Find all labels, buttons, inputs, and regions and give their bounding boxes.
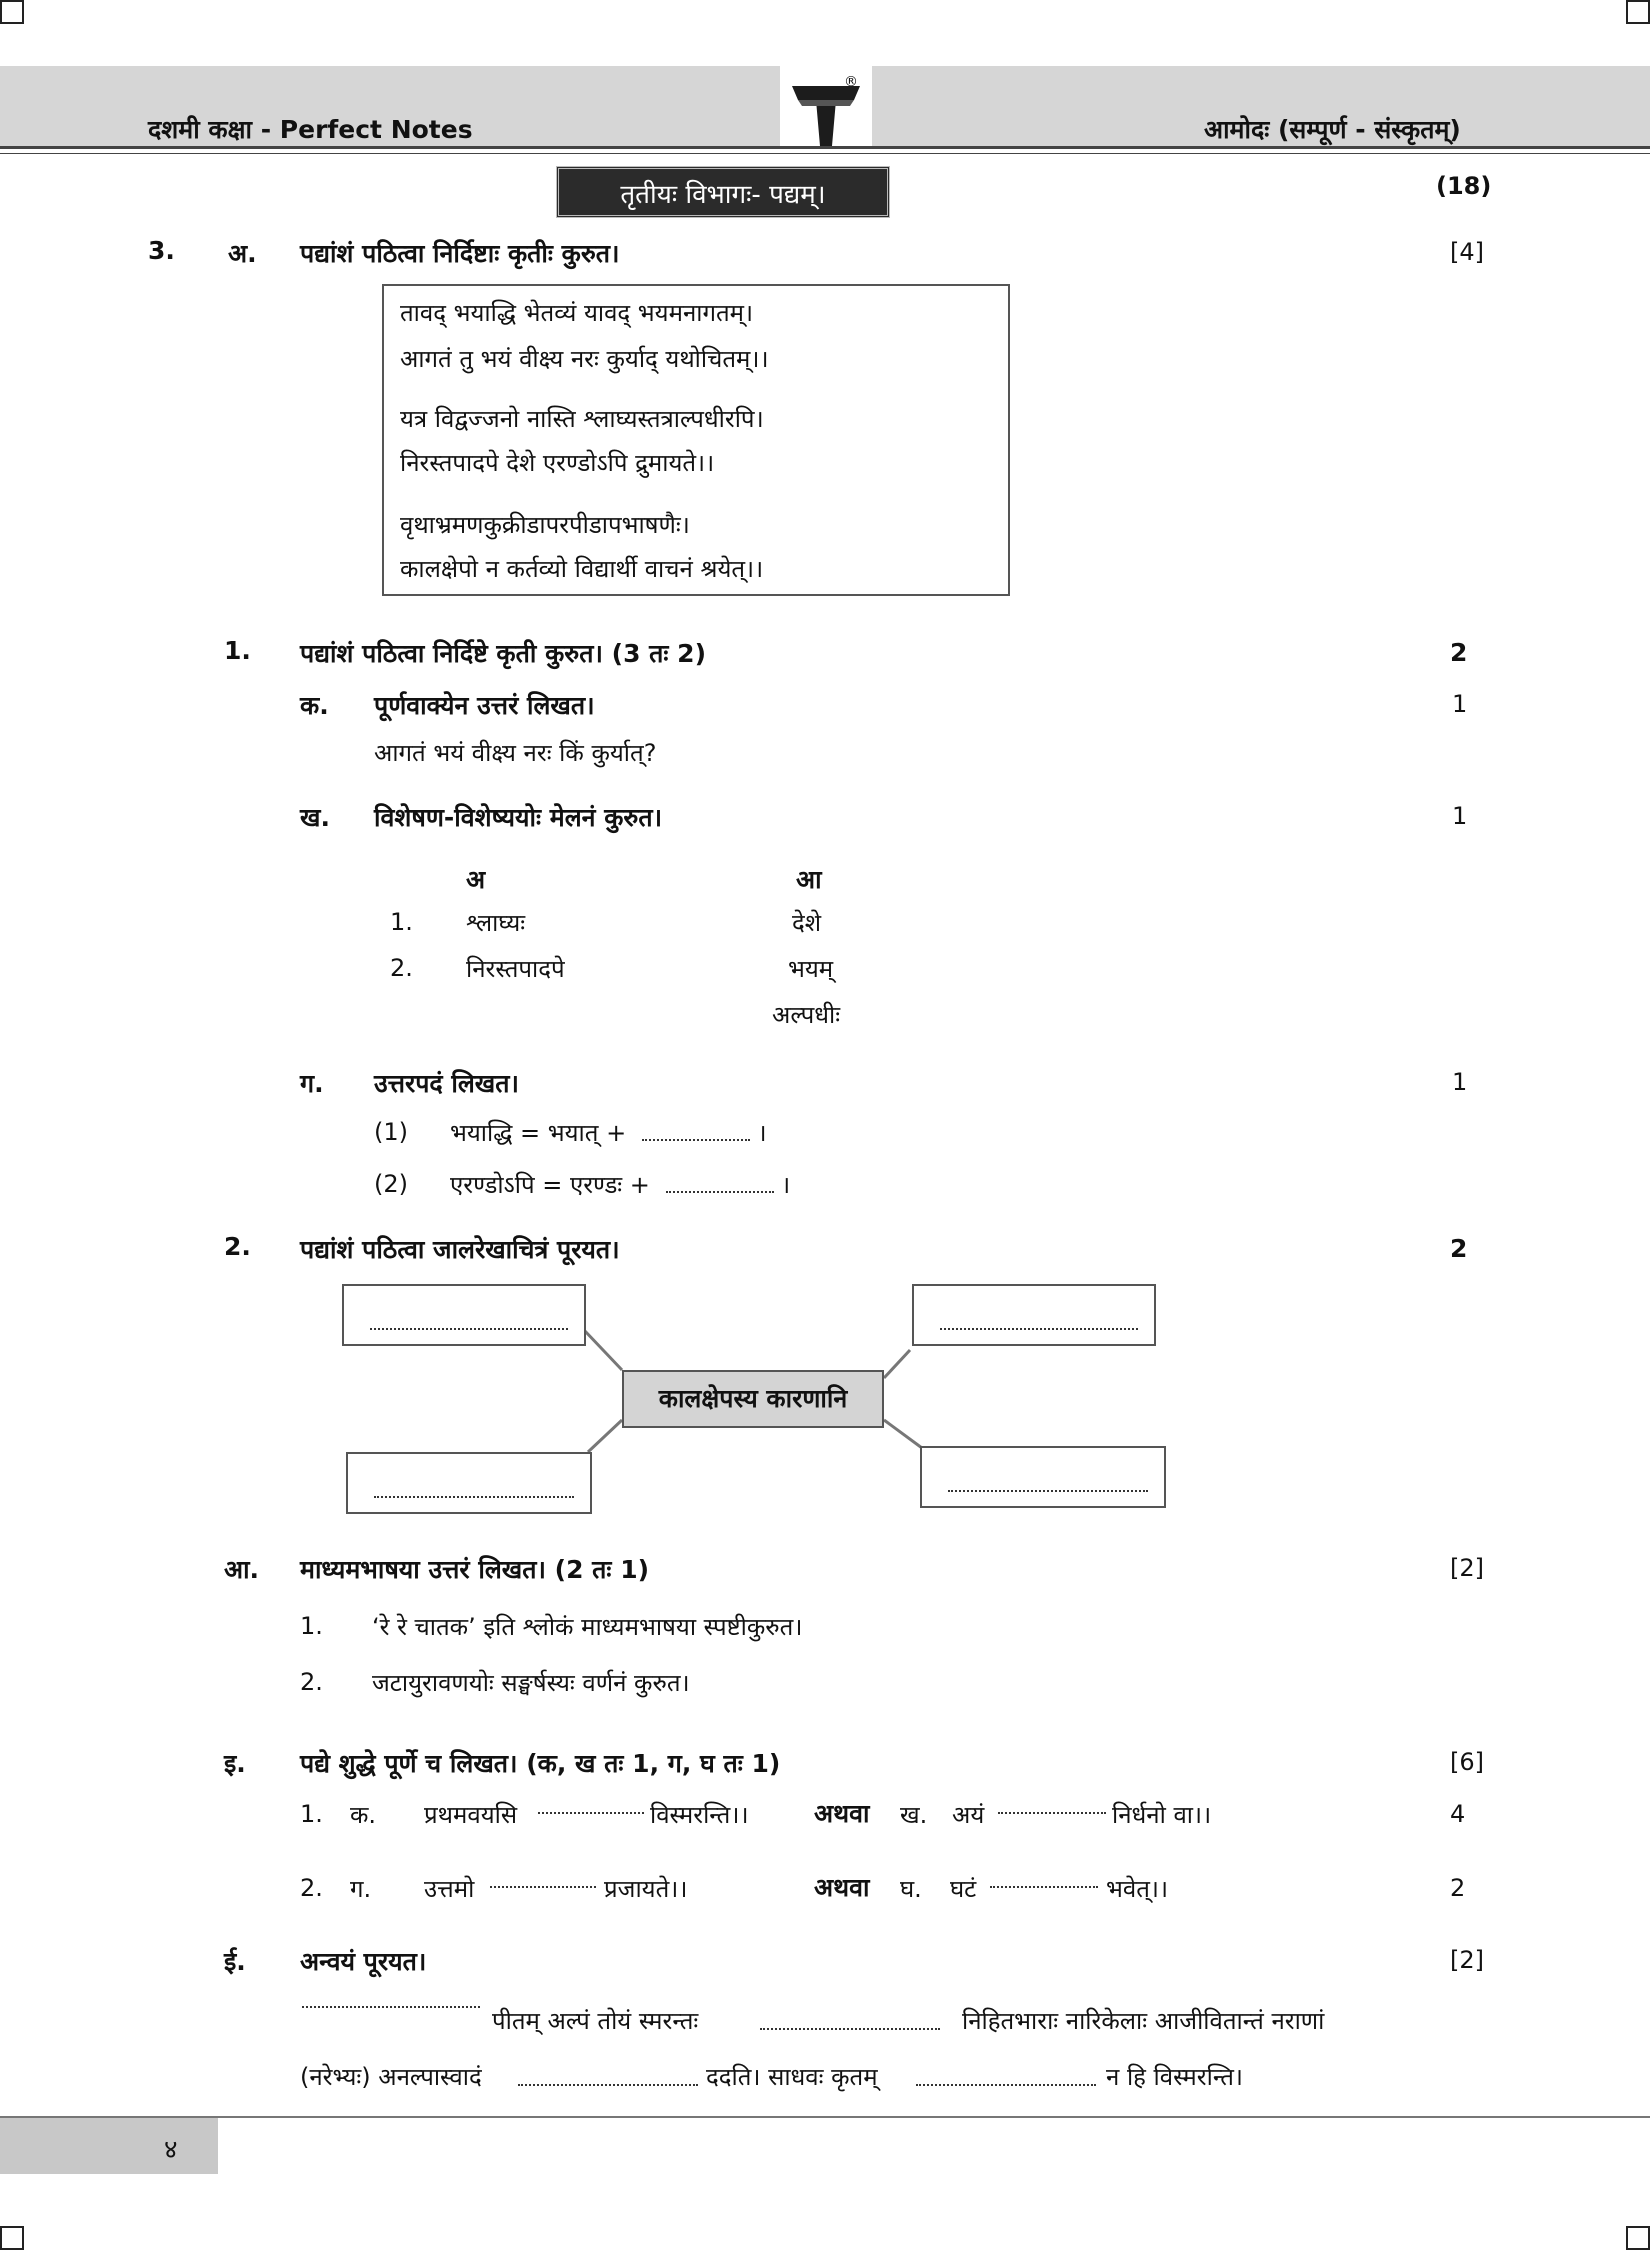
i-row-key: ग. [350,1875,372,1903]
poem-line: तावद् भयाद्धि भेतव्यं यावद् भयमनागतम्। [400,299,754,327]
match-col-aa-header: आ [796,865,822,894]
q1-ga-item-text: एरण्डोऽपि = एरण्डः + [450,1171,650,1199]
i-row-text: भवेत्।। [1106,1875,1169,1903]
i-row-text: उत्तमो [424,1875,475,1903]
q1-instruction: पद्यांशं पठित्वा निर्दिष्टे कृती कुरुत। (3 तः 2) [300,639,706,668]
q2-marks: 2 [1450,1234,1468,1263]
q1-ga-instruction: उत्तरपदं लिखत। [374,1069,519,1098]
q1-ka-question: आगतं भयं वीक्ष्य नरः किं कुर्यात्? [374,739,657,767]
q1-number: 1. [224,636,251,665]
aa-item-text: जटायुरावणयोः सङ्घर्षस्यः वर्णनं कुरुत। [372,1669,690,1697]
q3-instruction: पद्यांशं पठित्वा निर्दिष्टाः कृतीः कुरुत। [300,239,620,268]
web-answer-box[interactable] [920,1446,1166,1508]
section-marks: (18) [1436,172,1492,200]
match-row-number: 2. [390,954,413,982]
aa-item-text: ‘रे रे चातक’ इति श्लोकं माध्यमभाषया स्पष्टीकुरुत। [372,1613,803,1641]
poem-line: कालक्षेपो न कर्तव्यो विद्यार्थी वाचनं श्रयेत्।। [400,555,764,583]
ii-instruction: अन्वयं पूरयत। [300,1947,427,1976]
aa-marks: [2] [1450,1554,1484,1582]
q1-ka-marks: 1 [1452,690,1468,718]
q2-instruction: पद्यांशं पठित्वा जालरेखाचित्रं पूरयत। [300,1235,620,1264]
i-row-key: घ. [900,1875,922,1903]
answer-blank[interactable] [538,1802,644,1814]
q1-ka-instruction: पूर्णवाक्येन उत्तरं लिखत। [374,691,595,720]
i-row-number: 1. [300,1800,323,1828]
i-row-or: अथवा [814,1799,870,1828]
poem-line: आगतं तु भयं वीक्ष्य नरः कुर्याद् यथोचितम्।। [400,345,769,373]
q1-marks: 2 [1450,638,1468,667]
answer-blank[interactable] [998,1802,1106,1814]
match-col-aa-item: देशे [792,909,822,937]
web-answer-box[interactable] [912,1284,1156,1346]
match-col-a-item: श्लाघ्यः [466,909,526,937]
i-row-number: 2. [300,1874,323,1902]
answer-blank[interactable] [490,1876,596,1888]
match-row-number: 1. [390,908,413,936]
i-marks: [6] [1450,1748,1484,1776]
web-center-box: कालक्षेपस्य कारणानि [622,1370,884,1428]
poem-line: यत्र विद्वज्जनो नास्ति श्लाघ्यस्तत्राल्पधीरपि। [400,405,764,433]
poem-line: निरस्तपादपे देशे एरण्डोऽपि द्रुमायते।। [400,449,715,477]
i-row-marks: 4 [1450,1800,1466,1828]
i-row-key: क. [350,1801,377,1829]
i-row-text: विस्मरन्ति।। [650,1801,749,1829]
q1-ga-item-number: (1) [374,1118,408,1146]
web-answer-box[interactable] [346,1452,592,1514]
i-row-text: घटं [950,1875,977,1903]
aa-item-number: 1. [300,1612,323,1640]
q1-ga-item-end: । [781,1171,791,1199]
i-row-or: अथवा [814,1873,870,1902]
q1-ga-item-text: भयाद्धि = भयात् + [450,1119,627,1147]
header-left-title: दशमी कक्षा - Perfect Notes [148,115,473,144]
q1-kha-marks: 1 [1452,802,1468,830]
i-row-text: प्रथमवयसि [424,1801,518,1829]
aa-item-number: 2. [300,1668,323,1696]
footer-rule [0,2116,1650,2118]
i-row-marks: 2 [1450,1874,1466,1902]
match-col-aa-item: भयम् [788,955,834,983]
ii-line2-a: (नरेभ्यः) अनल्पास्वादं [300,2063,482,2091]
page-number: ४ [164,2135,178,2165]
aa-instruction: माध्यमभाषया उत्तरं लिखत। (2 तः 1) [300,1555,650,1584]
q1-ga-label: ग. [300,1069,324,1098]
i-label: इ. [224,1749,246,1778]
i-row-text: निर्धनो वा।। [1112,1801,1212,1829]
q3-sub-label: अ. [228,239,257,268]
match-col-a-item: निरस्तपादपे [466,955,565,983]
ii-marks: [2] [1450,1946,1484,1974]
q1-ga-item-end: । [757,1119,767,1147]
match-col-aa-item: अल्पधीः [772,1001,841,1029]
header-right-title: आमोदः (सम्पूर्ण - संस्कृतम्) [1204,115,1461,144]
q1-kha-label: ख. [300,803,330,832]
q1-ga-marks: 1 [1452,1068,1468,1096]
ii-label: ई. [224,1947,246,1976]
answer-blank[interactable] [302,1994,480,2008]
i-row-key: ख. [900,1801,928,1829]
q1-kha-instruction: विशेषण-विशेष्ययोः मेलनं कुरुत। [374,803,663,832]
footer-band [0,2118,218,2174]
ii-line1-b: निहितभाराः नारिकेलाः आजीवितान्तं नराणां [962,2007,1325,2035]
answer-blank[interactable] [760,2016,940,2030]
aa-label: आ. [224,1555,260,1584]
match-col-a-header: अ [466,865,486,894]
ii-line2-b: ददति। साधवः कृतम् [706,2063,878,2091]
answer-blank[interactable] [916,2072,1096,2086]
i-row-text: अयं [952,1801,985,1829]
i-instruction: पद्ये शुद्धे पूर्णे च लिखत। (क, ख तः 1, ग, घ तः 1) [300,1749,781,1778]
q1-ka-label: क. [300,691,329,720]
ii-line1-a: पीतम् अल्पं तोयं स्मरन्तः [492,2007,699,2035]
logo-registered-mark: ® [844,74,858,90]
poem-line: वृथाभ्रमणकुक्रीडापरपीडापभाषणैः। [400,511,690,539]
q1-ga-item-number: (2) [374,1170,408,1198]
i-row-text: प्रजायते।। [604,1875,688,1903]
answer-blank[interactable] [518,2072,698,2086]
answer-blank[interactable] [990,1876,1098,1888]
q3-number: 3. [148,236,175,265]
q3-marks: [4] [1450,238,1484,266]
ii-line2-c: न हि विस्मरन्ति। [1106,2063,1243,2091]
section-title: तृतीयः विभागः- पद्यम्। [556,166,890,218]
web-answer-box[interactable] [342,1284,586,1346]
q2-number: 2. [224,1232,251,1261]
